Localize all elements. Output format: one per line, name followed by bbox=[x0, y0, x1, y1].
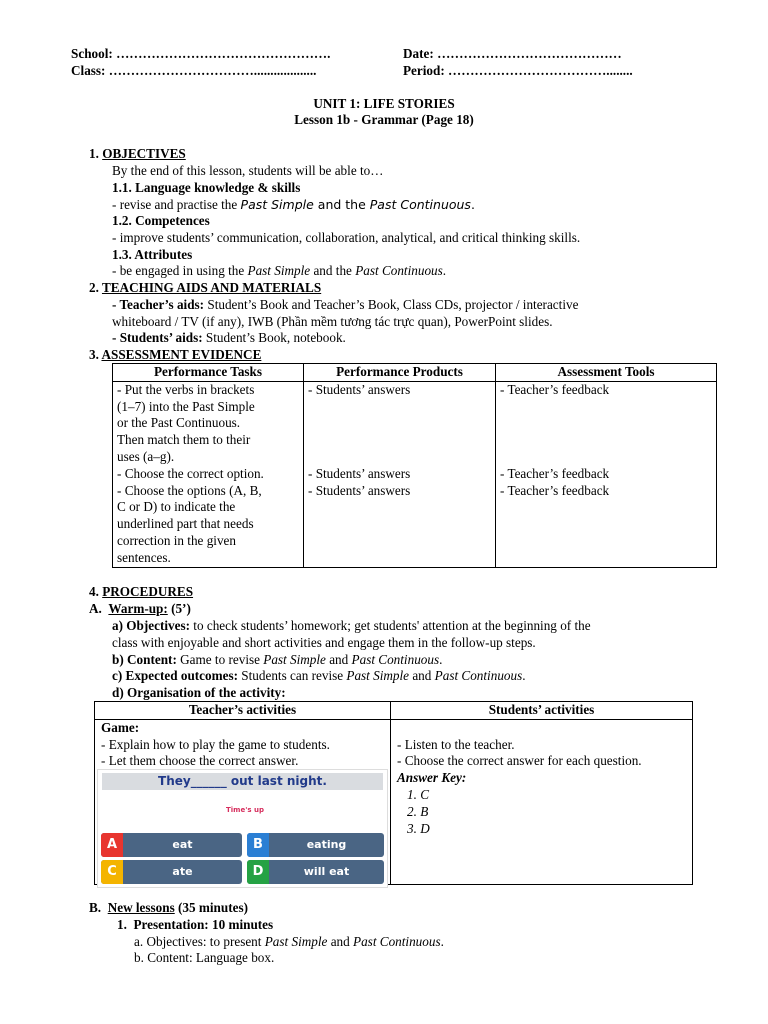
option-text: will eat bbox=[303, 865, 350, 878]
procedures-title: PROCEDURES bbox=[102, 584, 194, 599]
new-lessons-heading bbox=[89, 899, 248, 916]
teacher-line: - Let them choose the correct answer. bbox=[101, 753, 299, 769]
aids-heading bbox=[89, 279, 321, 296]
italic-segment: Past Simple bbox=[346, 668, 410, 683]
option-text: eat bbox=[172, 838, 193, 851]
objectives-label: a) Objectives: bbox=[112, 618, 190, 633]
product-line: - Students’ answers bbox=[308, 465, 411, 481]
product-line: - Students’ answers bbox=[308, 381, 411, 397]
option-letter: D bbox=[247, 860, 269, 884]
answer-key-label: Answer Key: bbox=[397, 770, 467, 786]
option-letter: A bbox=[101, 833, 123, 857]
students-aids bbox=[112, 329, 346, 346]
answer-item: 1. C bbox=[407, 786, 429, 802]
italic-segment: Past Simple bbox=[263, 652, 326, 667]
text-segment: . bbox=[470, 197, 475, 212]
italic-segment: Past Continuous bbox=[351, 652, 440, 667]
date-label: Date: bbox=[403, 46, 434, 61]
text-segment: . bbox=[439, 652, 443, 667]
assessment-heading bbox=[89, 346, 261, 363]
teacher-aids bbox=[112, 296, 578, 313]
attributes-title: 1.3. Attributes bbox=[112, 247, 193, 262]
text-segment: - revise and practise the bbox=[112, 197, 241, 212]
school-dots: …………………………………………. bbox=[116, 46, 331, 61]
quiz-question: They______ out last night. bbox=[102, 773, 383, 790]
outcomes-label: c) Expected outcomes: bbox=[112, 668, 238, 683]
teacher-line: - Explain how to play the game to students. bbox=[101, 736, 330, 752]
date-dots: …………………………………… bbox=[437, 46, 622, 61]
products-cell bbox=[304, 381, 496, 567]
attributes-text bbox=[112, 262, 446, 279]
competences-title: 1.2. Competences bbox=[112, 213, 210, 228]
italic-segment: Past Simple bbox=[264, 934, 328, 949]
assessment-num: 3. bbox=[89, 347, 99, 362]
task-line: - Choose the correct option. bbox=[117, 465, 264, 481]
italic-segment: Past Continuous bbox=[355, 263, 443, 278]
class-label: Class: bbox=[71, 63, 106, 78]
task-line: sentences. bbox=[117, 549, 171, 565]
presentation-num: 1. bbox=[117, 917, 127, 932]
quiz-option-d bbox=[247, 860, 384, 884]
header-tools: Assessment Tools bbox=[496, 364, 717, 382]
header-teacher-activities: Teacher’s activities bbox=[95, 702, 391, 720]
warmup-outcomes bbox=[112, 667, 526, 684]
objectives-intro: By the end of this lesson, students will be able to… bbox=[112, 163, 384, 178]
task-line: correction in the given bbox=[117, 532, 237, 548]
task-line: - Choose the options (A, B, bbox=[117, 482, 262, 498]
option-letter: C bbox=[101, 860, 123, 884]
quiz-option-c bbox=[101, 860, 242, 884]
procedures-heading bbox=[89, 583, 193, 600]
teacher-aids-cont: whiteboard / TV (if any), IWB (Phần mềm tương tác trực quan), PowerPoint slides. bbox=[112, 314, 553, 329]
header-tasks: Performance Tasks bbox=[113, 364, 304, 382]
text-segment: . bbox=[440, 934, 444, 949]
text-segment: and the bbox=[313, 197, 370, 212]
italic-segment: Past Continuous bbox=[353, 934, 441, 949]
aids-title: TEACHING AIDS AND MATERIALS bbox=[101, 280, 322, 295]
school-label: School: bbox=[71, 46, 113, 61]
text-segment: and the bbox=[310, 263, 356, 278]
student-line: - Choose the correct answer for each question. bbox=[397, 753, 642, 769]
objectives-num: 1. bbox=[89, 146, 99, 161]
assessment-table bbox=[112, 363, 717, 568]
task-line: Then match them to their bbox=[117, 432, 251, 448]
text-segment: and bbox=[409, 668, 435, 683]
tools-cell bbox=[496, 381, 717, 567]
new-lessons-letter: B. bbox=[89, 900, 102, 915]
text-segment: Students can revise bbox=[237, 668, 347, 683]
class-field bbox=[71, 62, 316, 79]
objectives-heading bbox=[89, 145, 186, 162]
language-knowledge-text bbox=[112, 196, 475, 213]
date-field bbox=[403, 45, 622, 62]
period-dots: ………………………………........ bbox=[448, 63, 633, 78]
warmup-time: (5’) bbox=[167, 601, 191, 616]
warmup-heading bbox=[89, 600, 191, 617]
italic-segment: Past Simple bbox=[247, 263, 311, 278]
text-segment: and bbox=[327, 934, 354, 949]
tasks-cell bbox=[113, 381, 304, 567]
new-lessons-time: (35 minutes) bbox=[174, 900, 248, 915]
assessment-title: ASSESSMENT EVIDENCE bbox=[101, 347, 262, 362]
header-products: Performance Products bbox=[304, 364, 496, 382]
sans-segment bbox=[241, 197, 475, 212]
warmup-letter: A. bbox=[89, 601, 102, 616]
text-segment: . bbox=[522, 668, 526, 683]
class-dots: ……………………………................... bbox=[108, 63, 317, 78]
task-line: or the Past Continuous. bbox=[117, 415, 241, 431]
task-line: (1–7) into the Past Simple bbox=[117, 398, 255, 414]
tool-line: - Teacher’s feedback bbox=[500, 381, 610, 397]
students-aids-text: Student’s Book, notebook. bbox=[202, 330, 346, 345]
text-segment: Game to revise bbox=[176, 652, 264, 667]
quiz-option-b bbox=[247, 833, 384, 857]
students-aids-label: - Students’ aids: bbox=[112, 330, 203, 345]
organisation-label: d) Organisation of the activity: bbox=[112, 685, 286, 700]
answer-item: 2. B bbox=[407, 803, 429, 819]
italic-segment: Past Simple bbox=[240, 197, 314, 212]
competences-text: - improve students’ communication, collaboration, analytical, and critical thinking skills. bbox=[112, 230, 581, 245]
task-line: uses (a–g). bbox=[117, 448, 175, 464]
student-line: - Listen to the teacher. bbox=[397, 736, 515, 752]
table-row bbox=[113, 381, 717, 567]
italic-segment: Past Continuous bbox=[434, 668, 523, 683]
period-label: Period: bbox=[403, 63, 445, 78]
option-text: eating bbox=[306, 838, 347, 851]
school-field bbox=[71, 45, 330, 62]
presentation-content: b. Content: Language box. bbox=[134, 950, 275, 965]
game-label: Game: bbox=[101, 719, 140, 735]
game-screenshot bbox=[97, 769, 388, 888]
task-line: - Put the verbs in brackets bbox=[117, 381, 255, 397]
quiz-timer: Time's up bbox=[226, 806, 264, 814]
lesson-title: Lesson 1b - Grammar (Page 18) bbox=[294, 112, 474, 127]
unit-title: UNIT 1: LIFE STORIES bbox=[313, 96, 455, 111]
task-line: underlined part that needs bbox=[117, 516, 254, 532]
product-line: - Students’ answers bbox=[308, 482, 411, 498]
warmup-content bbox=[112, 651, 442, 668]
language-knowledge-title: 1.1. Language knowledge & skills bbox=[112, 180, 301, 195]
presentation-heading bbox=[117, 916, 273, 933]
text-segment: . bbox=[442, 263, 447, 278]
content-label: b) Content: bbox=[112, 652, 177, 667]
option-letter: B bbox=[247, 833, 269, 857]
presentation-title: Presentation: 10 minutes bbox=[133, 917, 274, 932]
warmup-title: Warm-up: bbox=[108, 601, 168, 616]
text-segment: and bbox=[325, 652, 352, 667]
table-header-row bbox=[95, 702, 693, 720]
option-text: ate bbox=[172, 865, 193, 878]
teacher-aids-label: - Teacher’s aids: bbox=[112, 297, 205, 312]
tool-line: - Teacher’s feedback bbox=[500, 465, 610, 481]
procedures-num: 4. bbox=[89, 584, 99, 599]
objectives-text: to check students’ homework; get students' attention at the beginning of the bbox=[190, 618, 591, 633]
new-lessons-title: New lessons bbox=[107, 900, 175, 915]
objectives-title: OBJECTIVES bbox=[102, 146, 186, 161]
teacher-aids-text: Student’s Book and Teacher’s Book, Class CDs, projector / interactive bbox=[204, 297, 579, 312]
tool-line: - Teacher’s feedback bbox=[500, 482, 610, 498]
quiz-option-a bbox=[101, 833, 242, 857]
header-students-activities: Students’ activities bbox=[391, 702, 693, 720]
warmup-objectives bbox=[112, 617, 591, 634]
answer-item: 3. D bbox=[407, 820, 430, 836]
students-activities-cell bbox=[391, 719, 693, 884]
aids-num: 2. bbox=[89, 280, 99, 295]
italic-segment: Past Continuous bbox=[369, 197, 471, 212]
task-line: C or D) to indicate the bbox=[117, 499, 236, 515]
warmup-objectives-cont: class with enjoyable and short activities and engage them in the follow-up steps. bbox=[112, 635, 536, 650]
table-header-row bbox=[113, 364, 717, 382]
text-segment: a. Objectives: to present bbox=[134, 934, 265, 949]
presentation-objectives bbox=[134, 933, 444, 950]
period-field bbox=[403, 62, 633, 79]
text-segment: - be engaged in using the bbox=[112, 263, 248, 278]
